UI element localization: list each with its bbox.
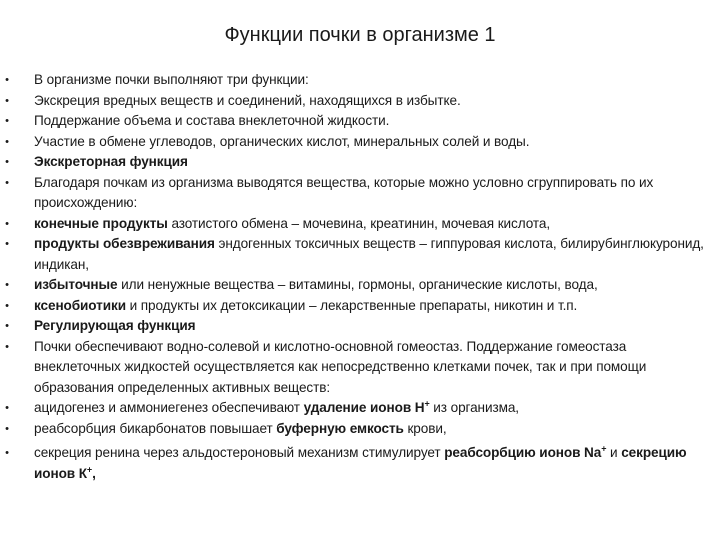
bullet-text: и продукты их детоксикации – лекарственные препараты, никотин и т.п. bbox=[125, 297, 578, 313]
bullet-marker: • bbox=[5, 115, 9, 127]
bullet-item bbox=[0, 443, 720, 484]
bullet-marker: • bbox=[5, 176, 9, 189]
bullet-text: ацидогенез и аммониегенез обеспечивают bbox=[34, 400, 304, 415]
bullet-marker: • bbox=[5, 217, 9, 230]
bullet-text-bold: буферную емкость bbox=[276, 420, 404, 436]
bullet-text-bold: реабсорбцию ионов Na bbox=[444, 445, 602, 460]
bullet-text-bold: + bbox=[424, 398, 430, 409]
bullet-text-bold: удаление ионов Н bbox=[303, 400, 425, 415]
bullet-marker: • bbox=[5, 135, 9, 148]
bullet-text-bold: ксенобиотики bbox=[34, 297, 126, 313]
bullet-marker: • bbox=[5, 320, 9, 332]
bullet-item bbox=[0, 70, 720, 91]
bullet-marker: • bbox=[5, 402, 9, 414]
bullet-text: Благодаря почкам из организма выводятся вещества, которые можно условно сгруппировать по их происхождению: bbox=[34, 174, 654, 210]
bullet-text: Поддержание объема и состава внеклеточной жидкости. bbox=[34, 113, 390, 128]
bullet-list bbox=[0, 70, 720, 484]
bullet-item bbox=[0, 275, 720, 296]
bullet-item bbox=[0, 111, 720, 132]
bullet-text-bold: секрецию ионов К bbox=[34, 445, 687, 481]
bullet-marker: • bbox=[5, 422, 9, 435]
bullet-marker: • bbox=[5, 279, 9, 291]
bullet-text: крови, bbox=[403, 420, 447, 436]
bullet-marker: • bbox=[5, 156, 9, 168]
bullet-item bbox=[0, 152, 720, 173]
bullet-text: Почки обеспечивают водно-солевой и кислотно-основной гомеостаз. Поддержание гомеостаза внеклеточных жидкостей осуществляется как непосредственно клетками почек, так и при помощи образования определенных активных веществ: bbox=[34, 338, 647, 395]
bullet-text: Участие в обмене углеводов, органических кислот, минеральных солей и воды. bbox=[34, 133, 530, 149]
bullet-text-bold: + bbox=[601, 443, 607, 454]
bullet-text: азотистого обмена – мочевина, креатинин, мочевая кислота, bbox=[167, 215, 550, 231]
bullet-marker: • bbox=[5, 299, 9, 312]
bullet-text-bold: продукты обезвреживания bbox=[34, 236, 215, 251]
bullet-item bbox=[0, 91, 720, 112]
bullet-text-bold: , bbox=[92, 465, 96, 481]
bullet-item bbox=[0, 419, 720, 440]
bullet-text: эндогенных токсичных веществ – гиппуровая кислота, билирубинглюкуронид, индикан, bbox=[34, 236, 704, 272]
bullet-text-bold: конечные продукты bbox=[34, 215, 168, 231]
bullet-item bbox=[0, 173, 720, 214]
bullet-item bbox=[0, 296, 720, 317]
bullet-marker: • bbox=[5, 340, 9, 353]
bullet-marker: • bbox=[5, 447, 9, 459]
bullet-item bbox=[0, 234, 720, 275]
bullet-marker: • bbox=[5, 238, 9, 250]
bullet-text-bold: Регулирующая функция bbox=[34, 318, 196, 333]
slide-title: Функции почки в организме 1 bbox=[224, 24, 496, 46]
bullet-text: или ненужные вещества – витамины, гормоны, органические кислоты, вода, bbox=[117, 277, 598, 292]
bullet-text: Экскреция вредных веществ и соединений, находящихся в избытке. bbox=[34, 92, 461, 108]
bullet-item bbox=[0, 398, 720, 419]
bullet-text-bold: + bbox=[86, 463, 93, 474]
bullet-item bbox=[0, 132, 720, 153]
bullet-text: из организма, bbox=[429, 400, 519, 415]
bullet-text: секреция ренина через альдостероновый механизм стимулирует bbox=[34, 445, 445, 460]
bullet-marker: • bbox=[5, 94, 9, 107]
bullet-item bbox=[0, 214, 720, 235]
bullet-text-bold: избыточные bbox=[34, 277, 118, 292]
bullet-item bbox=[0, 316, 720, 337]
bullet-text: реабсорбция бикарбонатов повышает bbox=[34, 420, 277, 436]
bullet-marker: • bbox=[5, 74, 9, 86]
bullet-text: и bbox=[606, 445, 622, 460]
bullet-text-bold: Экскреторная функция bbox=[34, 154, 188, 169]
bullet-item bbox=[0, 337, 720, 399]
bullet-text: В организме почки выполняют три функции: bbox=[34, 72, 309, 87]
